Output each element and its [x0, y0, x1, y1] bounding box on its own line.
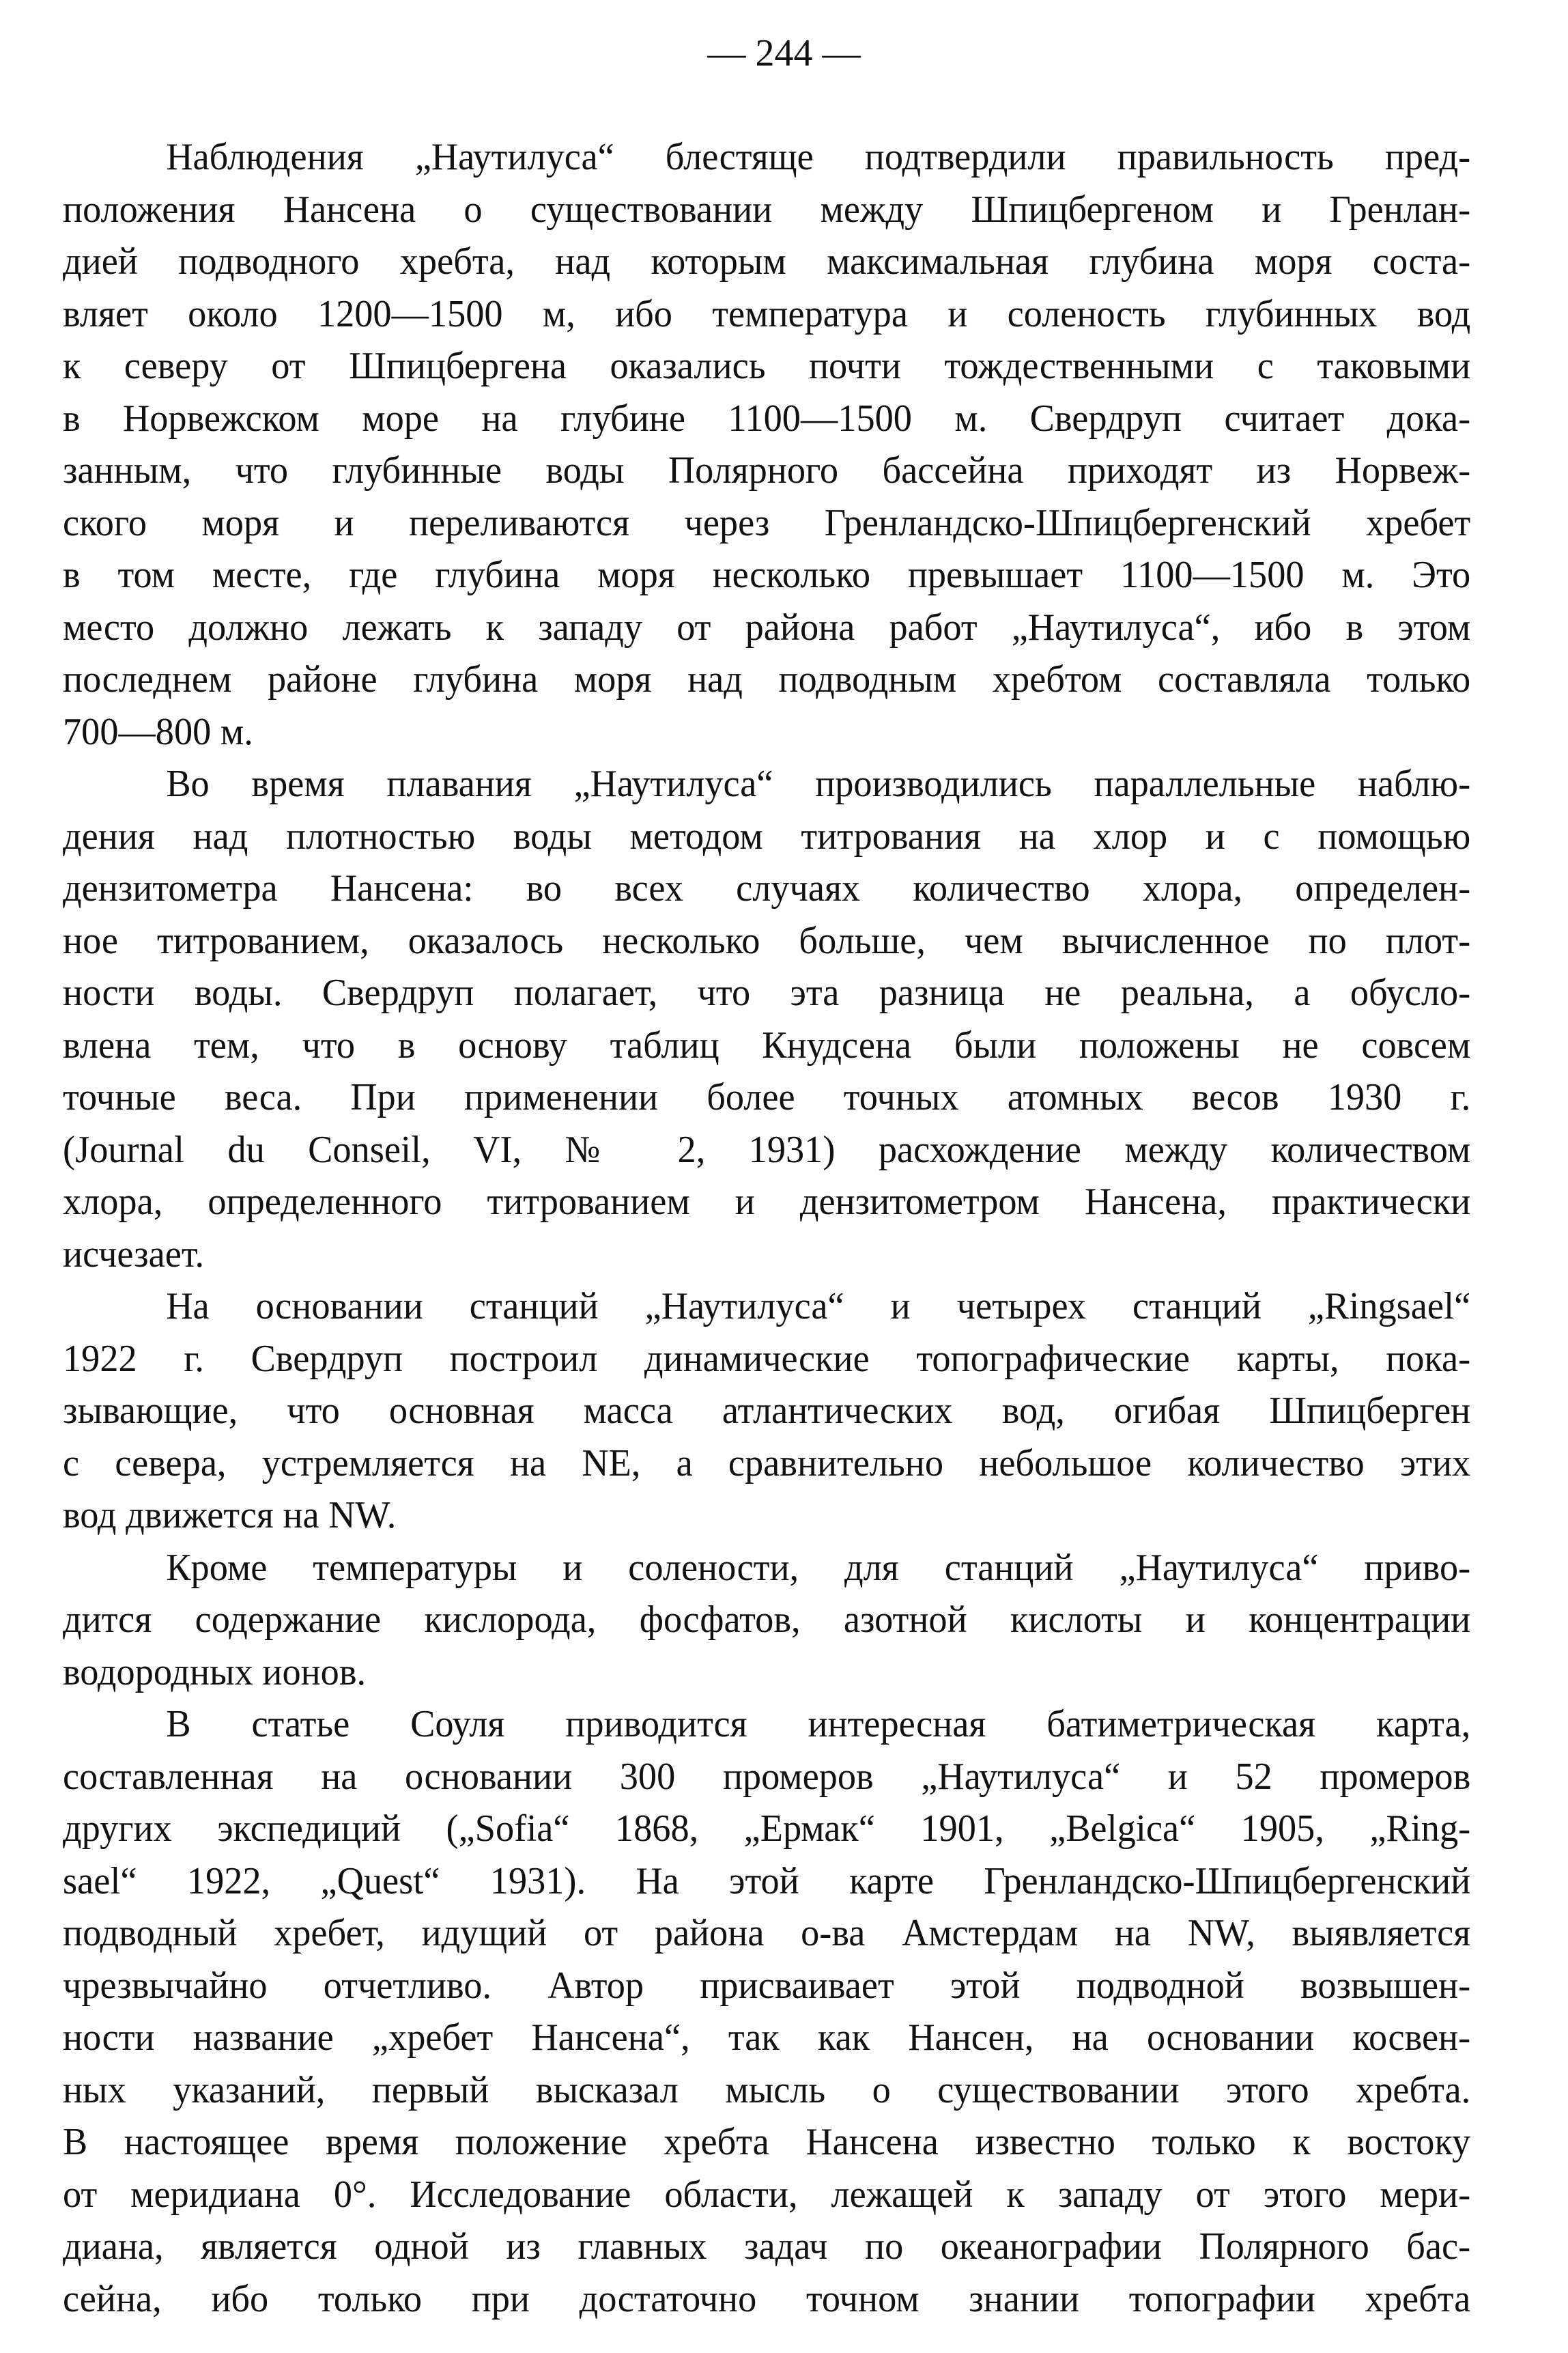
text-line: последнем районе глубина моря над подводным хребтом составляла только — [63, 658, 1471, 701]
text-line: Во время плавания „Наутилуса“ производились параллельные наблю- — [166, 763, 1471, 805]
text-line: сейна, ибо только при достаточно точном знании топографии хребта — [63, 2277, 1471, 2320]
text-line: хлора, определенного титрованием и дензитометром Нансена, практически — [63, 1181, 1471, 1223]
text-line: составленная на основании 300 промеров „Наутилуса“ и 52 промеров — [63, 1755, 1471, 1798]
text-line: (Journal du Conseil, VI, № 2, 1931) расхождение между количеством — [63, 1128, 1471, 1171]
text-line: зывающие, что основная масса атлантических вод, огибая Шпицберген — [63, 1390, 1471, 1432]
text-line: исчезает. — [63, 1232, 205, 1276]
text-line: к северу от Шпицбергена оказались почти тождественными с таковыми — [63, 345, 1471, 387]
text-line: ского моря и переливаются через Гренландско-Шпицбергенский хребет — [63, 501, 1471, 544]
text-line: ное титрованием, оказалось несколько больше, чем вычисленное по плот- — [63, 919, 1471, 962]
document-body — [63, 131, 1514, 2325]
text-line: занным, что глубинные воды Полярного бассейна приходят из Норвеж- — [63, 449, 1471, 492]
text-line: водородных ионов. — [63, 1650, 367, 1693]
text-line: вод движется на NW. — [63, 1494, 397, 1536]
text-line: ности название „хребет Нансена“, так как Нансен, на основании косвен- — [63, 2016, 1471, 2059]
text-line: от меридиана 0°. Исследование области, лежащей к западу от этого мери- — [63, 2173, 1471, 2216]
text-line: дится содержание кислорода, фосфатов, азотной кислоты и концентрации — [63, 1598, 1471, 1641]
text-line: точные веса. При применении более точных атомных весов 1930 г. — [63, 1076, 1471, 1118]
page-number: — 244 — — [707, 32, 861, 74]
text-line: ных указаний, первый высказал мысль о существовании этого хребта. — [63, 2068, 1471, 2111]
paragraph — [63, 1542, 1514, 1699]
text-line: 1922 г. Свердруп построил динамические топографические карты, пока- — [63, 1337, 1471, 1380]
text-line: чрезвычайно отчетливо. Автор присваивает этой подводной возвышен- — [63, 1964, 1471, 2007]
text-line: Наблюдения „Наутилуса“ блестяще подтвердили правильность пред- — [166, 136, 1471, 178]
text-line: В настоящее время положение хребта Нансена известно только к востоку — [63, 2121, 1471, 2163]
text-line: положения Нансена о существовании между Шпицбергеном и Гренлан- — [63, 188, 1471, 231]
paragraph — [63, 1698, 1514, 2325]
text-line: в том месте, где глубина моря несколько превышает 1100—1500 м. Это — [63, 554, 1471, 596]
text-line: вляет около 1200—1500 м, ибо температура и соленость глубинных вод — [63, 292, 1471, 335]
text-line: дензитометра Нансена: во всех случаях количество хлора, определен- — [63, 867, 1471, 910]
text-line: влена тем, что в основу таблиц Кнудсена были положены не совсем — [63, 1024, 1471, 1067]
text-line: других экспедиций („Sofia“ 1868, „Ермак“ 1901, „Belgica“ 1905, „Ring- — [63, 1807, 1471, 1850]
text-line: На основании станций „Наутилуса“ и четырех станций „Ringsael“ — [166, 1285, 1471, 1327]
paragraph — [63, 131, 1514, 758]
text-line: подводный хребет, идущий от района о-ва Амстердам на NW, выявляется — [63, 1912, 1471, 1954]
text-line: дения над плотностью воды методом титрования на хлор и с помощью — [63, 815, 1471, 858]
text-line: дией подводного хребта, над которым максимальная глубина моря соста- — [63, 240, 1471, 283]
text-line: В статье Соуля приводится интересная батиметрическая карта, — [166, 1703, 1471, 1745]
text-line: место должно лежать к западу от района работ „Наутилуса“, ибо в этом — [63, 606, 1471, 649]
text-line: sael“ 1922, „Quest“ 1931). На этой карте Гренландско-Шпицбергенский — [63, 1859, 1471, 1902]
paragraph — [63, 758, 1514, 1280]
text-line: Кроме температуры и солености, для станций „Наутилуса“ приво- — [166, 1546, 1471, 1589]
text-line: с севера, устремляется на NE, а сравнительно небольшое количество этих — [63, 1441, 1471, 1484]
text-line: 700—800 м. — [63, 710, 253, 753]
text-line: ности воды. Свердруп полагает, что эта разница не реальна, а обусло- — [63, 972, 1471, 1014]
paragraph — [63, 1280, 1514, 1542]
text-line: в Норвежском море на глубине 1100—1500 м. Свердруп считает дока- — [63, 397, 1471, 440]
text-line: диана, является одной из главных задач по океанографии Полярного бас- — [63, 2225, 1471, 2268]
